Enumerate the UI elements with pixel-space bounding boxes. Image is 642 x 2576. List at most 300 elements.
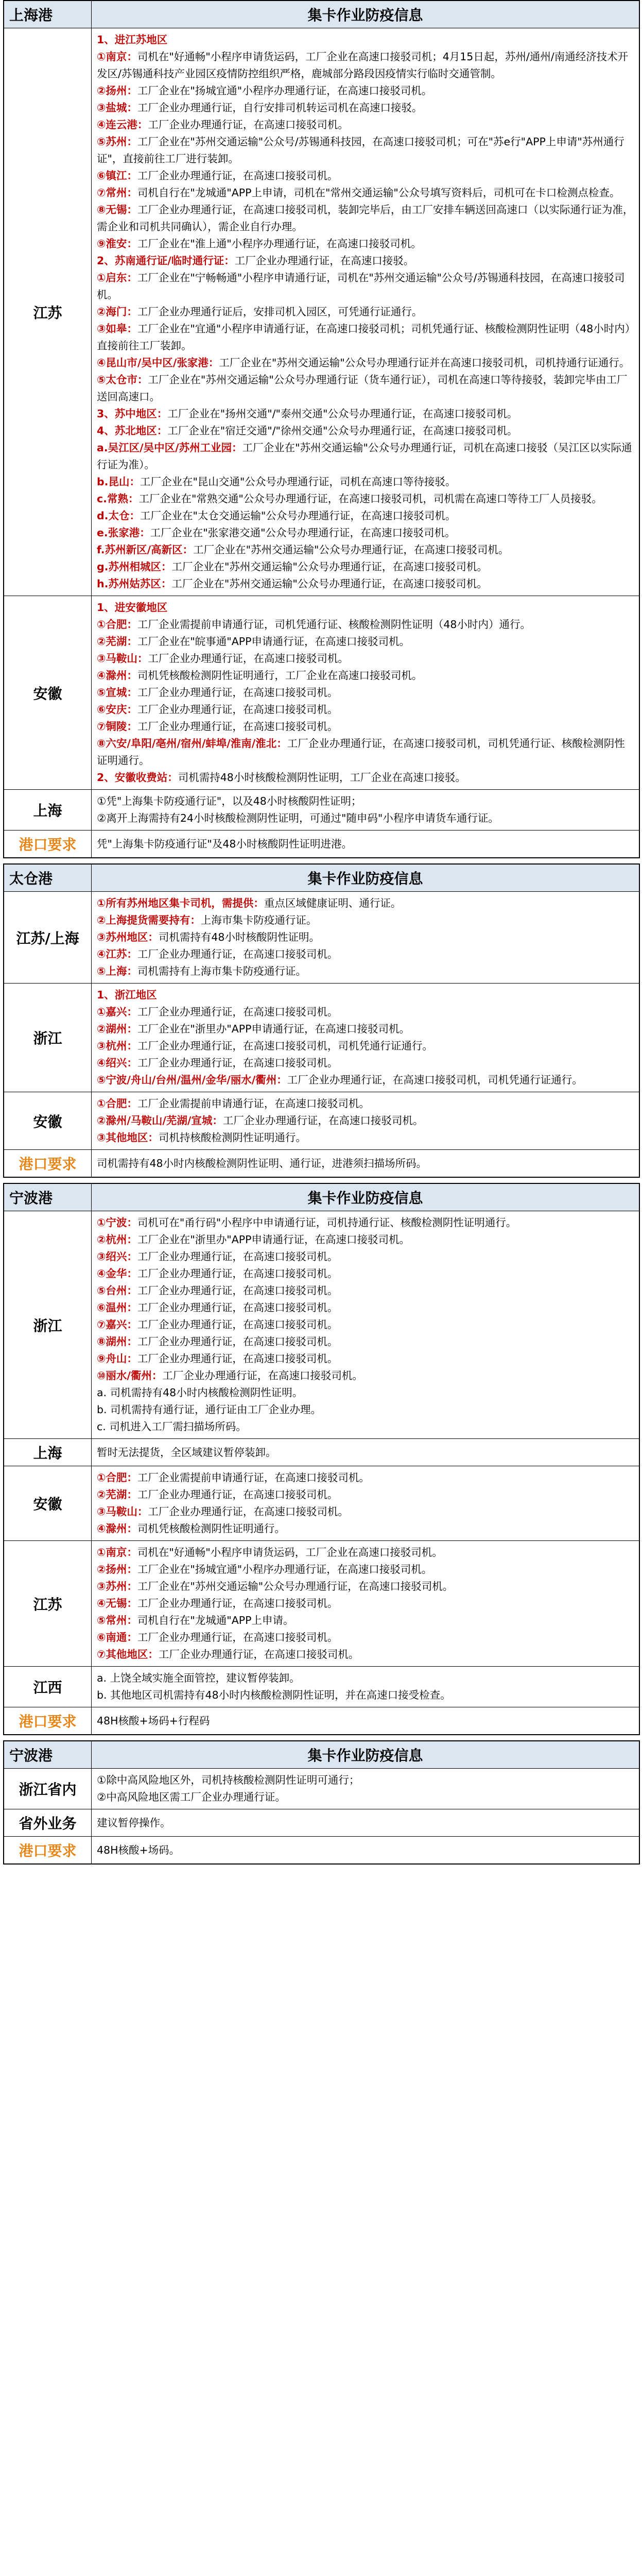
item-heading: a.吴江区/吴中区/苏州工业园： xyxy=(97,442,242,454)
header-row xyxy=(4,865,639,892)
item-heading: g.苏州相城区： xyxy=(97,561,172,573)
content-line xyxy=(97,252,634,269)
item-heading: b.昆山： xyxy=(97,476,140,488)
item-text: 工厂企业办理通行证，在高速口接驳司机。 xyxy=(158,1648,359,1660)
item-heading: ①宁波： xyxy=(97,1216,137,1229)
region-content xyxy=(92,28,639,596)
item-text: 工厂企业在"扬城宜通"小程序办理通行证，在高速口接驳司机。 xyxy=(137,84,432,97)
region-row xyxy=(4,28,639,596)
item-heading: 2、安徽收费站： xyxy=(97,771,178,784)
content-line xyxy=(97,912,634,929)
item-text: 上饶全域实施全面管控，建议暂停装卸。 xyxy=(110,1672,300,1684)
content-line xyxy=(97,718,634,735)
item-heading: ⑦嘉兴： xyxy=(97,1318,137,1331)
item-text: 工厂企业办理通行证，在高速口接驳司机。 xyxy=(148,1505,349,1518)
port-section xyxy=(3,1740,640,1865)
section-header-title: 集卡作业防疫信息 xyxy=(92,865,639,892)
content-line xyxy=(97,99,634,116)
region-content xyxy=(92,1809,639,1837)
item-text: 司机在"好通畅"小程序申请货运码，工厂企业在高速口接驳司机。 xyxy=(137,1546,443,1558)
port-section xyxy=(3,0,640,858)
item-heading: ⑨舟山： xyxy=(97,1352,137,1365)
item-heading: ⑧无锡： xyxy=(97,204,137,216)
item-heading: ③盐城： xyxy=(97,101,137,114)
item-heading: ⑦其他地区： xyxy=(97,1648,159,1660)
content-line xyxy=(97,1021,634,1038)
item-text: 司机需持有48小时内核酸检测阴性证明、通行证，进港须扫描场所码。 xyxy=(97,1157,427,1170)
item-text: 司机需持有通行证，通行证由工厂企业办理。 xyxy=(110,1403,322,1416)
item-text: 工厂企业办理通行证，在高速口接驳司机，司机凭通行证、核酸检测阴性证明通行。 xyxy=(97,737,625,767)
item-text: 工厂企业办理通行证，在高速口接驳司机。 xyxy=(148,652,349,665)
item-heading: ③苏州： xyxy=(97,1580,137,1592)
content-line xyxy=(97,735,634,769)
section-header-title: 集卡作业防疫信息 xyxy=(92,1184,639,1211)
content-line xyxy=(97,1578,634,1595)
item-heading: ⑤上海： xyxy=(97,965,137,977)
content-line xyxy=(97,987,634,1004)
content-line xyxy=(97,1214,634,1231)
item-heading: ④金华： xyxy=(97,1267,137,1280)
content-line xyxy=(97,1444,634,1461)
region-label: 浙江 xyxy=(4,1211,92,1439)
section-header-title: 集卡作业防疫信息 xyxy=(92,1,639,28)
item-text: 司机在"好通畅"小程序申请货运码，工厂企业在高速口接驳司机；4月15日起，苏州/通州/南通经济技术开发区/苏锡通科技产业园区疫情防控组织严格，鹿城部分路段因疫情实行临时交通管制。 xyxy=(97,50,629,80)
item-text: 工厂企业办理通行证，在高速口接驳司机，司机凭通行证通行。 xyxy=(137,1040,433,1052)
region-content xyxy=(92,790,639,831)
content-line xyxy=(97,1004,634,1021)
item-text: 工厂企业办理通行证，在高速口接驳司机。 xyxy=(148,118,349,131)
content-line xyxy=(97,836,634,853)
region-row xyxy=(4,1809,639,1837)
item-heading: ②扬州： xyxy=(97,1563,137,1575)
content-line xyxy=(97,701,634,718)
item-text: 工厂企业在"太仓交通运输"公众号办理通行证，在高速口接驳司机。 xyxy=(140,510,456,522)
item-heading: ⑧六安/阜阳/亳州/宿州/蚌埠/淮南/淮北： xyxy=(97,737,287,750)
content-line xyxy=(97,167,634,184)
item-text: ①凭"上海集卡防疫通行证"，以及48小时核酸阴性证明； xyxy=(97,795,362,807)
item-heading: ⑤宣城： xyxy=(97,686,137,699)
content-line xyxy=(97,1316,634,1333)
item-text: b. xyxy=(97,1689,111,1701)
item-heading: ①南京： xyxy=(97,1546,137,1558)
content-line xyxy=(97,1055,634,1072)
item-heading: ⑥温州： xyxy=(97,1301,137,1314)
region-label: 安徽 xyxy=(4,1092,92,1150)
region-row xyxy=(4,1837,639,1864)
header-row xyxy=(4,1,639,28)
item-text: 司机需持48小时核酸检测阴性证明，工厂企业在高速口接驳。 xyxy=(178,771,466,784)
region-content xyxy=(92,596,639,790)
content-line xyxy=(97,1520,634,1537)
content-line xyxy=(97,1629,634,1646)
port-table xyxy=(4,1183,639,1735)
content-line xyxy=(97,31,634,48)
content-line xyxy=(97,1418,634,1435)
region-content xyxy=(92,1150,639,1177)
content-line xyxy=(97,1612,634,1629)
item-heading: ⑩丽水/衢州： xyxy=(97,1369,163,1382)
content-line xyxy=(97,82,634,99)
item-text: 工厂企业在"宜通"小程序申请通行证，在高速口接驳司机；司机凭通行证、核酸检测阴性证明（48小时内）直接前往工厂装卸。 xyxy=(97,323,631,352)
item-heading: ④滁州： xyxy=(97,669,137,682)
content-line xyxy=(97,1384,634,1401)
item-text: 工厂企业办理通行证，在高速口接驳司机，司机凭通行证通行。 xyxy=(287,1074,583,1086)
port-requirement-label: 港口要求 xyxy=(4,1707,92,1735)
region-row xyxy=(4,831,639,858)
content-line xyxy=(97,616,634,633)
item-heading: ①合肥： xyxy=(97,1471,137,1484)
item-text: 工厂企业在"浙里办"APP申请通行证，在高速口接驳司机。 xyxy=(137,1023,410,1035)
port-table xyxy=(4,1741,639,1864)
item-heading: f.苏州新区/高新区： xyxy=(97,544,194,556)
region-label: 上海 xyxy=(4,1439,92,1466)
item-text: 司机需持有48小时核酸阴性证明。 xyxy=(158,931,320,943)
item-text: 工厂企业需提前申请通行证，在高速口接驳司机。 xyxy=(137,1471,370,1484)
region-row xyxy=(4,1466,639,1541)
item-heading: ①启东： xyxy=(97,272,137,284)
item-text: ②中高风险地区需工厂企业办理通行证。 xyxy=(97,1791,286,1803)
item-heading: ⑤太仓市： xyxy=(97,374,148,386)
header-row xyxy=(4,1741,639,1769)
item-text: 工厂企业在"苏州交通运输"公众号/苏锡通科技园，在高速口接驳司机；可在"苏e行"APP上申请"苏州通行证"，直接前往工厂进行装卸。 xyxy=(97,135,624,165)
content-line xyxy=(97,320,634,354)
region-row xyxy=(4,1150,639,1177)
item-text: 48H核酸+场码。 xyxy=(97,1843,180,1856)
content-line xyxy=(97,541,634,558)
item-text: 上海市集卡防疫通行证。 xyxy=(200,914,317,926)
item-heading: 2、苏南通行证/临时通行证： xyxy=(97,255,235,267)
item-heading: ⑥南通： xyxy=(97,1631,137,1643)
region-label: 江苏 xyxy=(4,1541,92,1667)
item-text: b. xyxy=(97,1403,111,1416)
item-text: 工厂企业办理通行证，在高速口接驳司机。 xyxy=(137,1301,338,1314)
item-text: 工厂企业办理通行证，在高速口接驳司机。 xyxy=(137,1488,338,1501)
item-heading: ⑤宁波/舟山/台州/温州/金华/丽水/衢州： xyxy=(97,1074,287,1086)
item-text: 工厂企业在"苏州交通运输"公众号办理通行证并在高速口接驳司机，司机持通行证通行。 xyxy=(219,357,630,369)
region-label: 江苏/上海 xyxy=(4,892,92,984)
item-heading: ④连云港： xyxy=(97,118,148,131)
item-text: 暂时无法提货，全区域建议暂停装卸。 xyxy=(97,1446,276,1459)
item-text: 工厂企业办理通行证，在高速口接驳司机。 xyxy=(137,686,338,699)
content-line xyxy=(97,558,634,575)
item-heading: ①合肥： xyxy=(97,618,137,631)
item-text: 工厂企业需提前申请通行证，在高速口接驳司机。 xyxy=(137,1097,370,1110)
item-text: 工厂企业办理通行证，在高速口接驳司机。 xyxy=(222,1114,424,1127)
item-text: 工厂企业在"苏州交通运输"公众号办理通行证，在高速口接驳司机。 xyxy=(137,1580,454,1592)
item-heading: ②扬州： xyxy=(97,84,137,97)
content-line xyxy=(97,1595,634,1612)
item-heading: ③马鞍山： xyxy=(97,1505,148,1518)
item-text: a. xyxy=(97,1672,110,1684)
item-text: 工厂企业办理通行证，在高速口接驳司机。 xyxy=(137,1631,338,1643)
item-text: ②离开上海需持有24小时核酸检测阴性证明，可通过"随申码"小程序申请货车通行证。 xyxy=(97,812,499,824)
item-text: 工厂企业办理通行证，在高速口接驳司机。 xyxy=(137,1250,338,1263)
content-line xyxy=(97,895,634,912)
content-line xyxy=(97,1155,634,1172)
item-text: 工厂企业办理通行证，在高速口接驳司机。 xyxy=(137,1057,338,1069)
item-text: 工厂企业在"昆山交通"公众号办理通行证，司机在高速口等待接驳。 xyxy=(140,476,456,488)
item-text: 工厂企业办理通行证，在高速口接驳司机。 xyxy=(137,1284,338,1297)
item-heading: 1、进江苏地区 xyxy=(97,33,168,46)
content-line xyxy=(97,184,634,201)
content-line xyxy=(97,1282,634,1299)
item-text: 工厂企业在"苏州交通运输"公众号办理通行证，在高速口接驳司机。 xyxy=(171,578,488,590)
item-text: 司机持核酸检测阴性证明通行。 xyxy=(158,1131,306,1144)
content-line xyxy=(97,1646,634,1663)
item-heading: ⑧湖州： xyxy=(97,1335,137,1348)
item-text: 工厂企业在"浙里办"APP申请通行证，在高速口接驳司机。 xyxy=(137,1233,410,1246)
item-heading: ②海门： xyxy=(97,306,137,318)
content-line xyxy=(97,667,634,684)
item-heading: ③杭州： xyxy=(97,1040,137,1052)
content-line xyxy=(97,1248,634,1265)
port-requirement-label: 港口要求 xyxy=(4,1150,92,1177)
content-line xyxy=(97,1772,634,1789)
region-content xyxy=(92,1667,639,1707)
item-text: 司机凭核酸检测阴性证明通行。 xyxy=(137,1522,285,1535)
item-heading: ④无锡： xyxy=(97,1597,137,1609)
item-heading: 4、苏北地区： xyxy=(97,425,168,437)
region-row xyxy=(4,596,639,790)
content-line xyxy=(97,1544,634,1561)
region-content xyxy=(92,1092,639,1150)
item-text: 工厂企业需提前申请通行证，司机凭通行证、核酸检测阴性证明（48小时内）通行。 xyxy=(137,618,531,631)
region-row xyxy=(4,1092,639,1150)
content-line xyxy=(97,929,634,946)
content-line xyxy=(97,1367,634,1384)
content-line xyxy=(97,1713,634,1730)
section-header-title: 集卡作业防疫信息 xyxy=(92,1741,639,1769)
region-row xyxy=(4,1211,639,1439)
item-text: 工厂企业在"扬城宜通"小程序办理通行证，在高速口接驳司机。 xyxy=(137,1563,432,1575)
item-heading: ④昆山市/吴中区/张家港： xyxy=(97,357,219,369)
item-text: 工厂企业办理通行证，在高速口接驳司机。 xyxy=(137,170,338,182)
content-line xyxy=(97,946,634,963)
item-heading: d.太仓： xyxy=(97,510,140,522)
item-text: ①除中高风险地区外，司机持核酸检测阴性证明可通行； xyxy=(97,1774,360,1786)
item-heading: ①合肥： xyxy=(97,1097,137,1110)
item-heading: ⑥镇江： xyxy=(97,170,137,182)
item-heading: ⑨淮安： xyxy=(97,238,137,250)
item-heading: ⑥安庆： xyxy=(97,703,137,716)
region-row xyxy=(4,1541,639,1667)
item-text: 工厂企业办理通行证，自行安排司机转运司机在高速口接驳。 xyxy=(137,101,423,114)
item-heading: ④滁州： xyxy=(97,1522,137,1535)
region-content xyxy=(92,1707,639,1735)
item-text: 工厂企业在"张家港交通"公众号办理通行证，在高速口接驳司机。 xyxy=(150,527,456,539)
content-line xyxy=(97,439,634,473)
item-text: 工厂企业在"宿迁交通"/"徐州交通"公众号办理通行证，在高速口接驳司机。 xyxy=(167,425,518,437)
region-label: 安徽 xyxy=(4,596,92,790)
content-line xyxy=(97,1815,634,1832)
item-heading: ②滁州/马鞍山/芜湖/宣城： xyxy=(97,1114,223,1127)
item-heading: ②湖州： xyxy=(97,1023,137,1035)
item-text: 工厂企业办理通行证，在高速口接驳司机。 xyxy=(137,1352,338,1365)
region-row xyxy=(4,1769,639,1809)
region-row xyxy=(4,1707,639,1735)
content-line xyxy=(97,633,634,650)
item-text: 工厂企业办理通行证，在高速口接驳司机。 xyxy=(137,948,338,960)
content-line xyxy=(97,1072,634,1089)
item-heading: ④江苏： xyxy=(97,948,137,960)
content-line xyxy=(97,1333,634,1350)
region-content xyxy=(92,984,639,1092)
item-text: 工厂企业办理通行证，在高速口接驳司机。 xyxy=(137,1267,338,1280)
item-text: 48H核酸+场码+行程码 xyxy=(97,1714,210,1727)
content-line xyxy=(97,810,634,827)
item-heading: ③苏州地区： xyxy=(97,931,159,943)
header-row xyxy=(4,1184,639,1211)
item-text: 工厂企业办理通行证，在高速口接驳司机。 xyxy=(162,1369,363,1382)
content-line xyxy=(97,684,634,701)
item-heading: e.张家港： xyxy=(97,527,150,539)
item-text: 重点区域健康证明、通行证。 xyxy=(264,897,402,909)
region-content xyxy=(92,892,639,984)
item-text: 司机需持有上海市集卡防疫通行证。 xyxy=(137,965,306,977)
content-line xyxy=(97,1350,634,1367)
item-heading: 1、浙江地区 xyxy=(97,989,157,1001)
port-name: 宁波港 xyxy=(4,1184,92,1211)
item-heading: ③其他地区： xyxy=(97,1131,159,1144)
item-text: 工厂企业办理通行证，在高速口接驳司机。 xyxy=(137,1335,338,1348)
content-line xyxy=(97,599,634,616)
region-content xyxy=(92,1211,639,1439)
port-name: 太仓港 xyxy=(4,865,92,892)
content-line xyxy=(97,1561,634,1578)
item-heading: ⑤苏州： xyxy=(97,135,137,148)
item-heading: ②杭州： xyxy=(97,1233,137,1246)
port-name: 上海港 xyxy=(4,1,92,28)
item-text: 司机需持有48小时内核酸检测阴性证明。 xyxy=(110,1386,303,1399)
content-line xyxy=(97,269,634,303)
content-line xyxy=(97,354,634,371)
item-text: 工厂企业在"皖事通"APP申请通行证，在高速口接驳司机。 xyxy=(137,635,410,648)
content-line xyxy=(97,1299,634,1316)
port-table xyxy=(4,864,639,1177)
content-line xyxy=(97,575,634,592)
content-line xyxy=(97,48,634,82)
content-line xyxy=(97,769,634,786)
item-heading: ①嘉兴： xyxy=(97,1006,137,1018)
item-text: 工厂企业在"苏州交通运输"公众号办理通行证，司机在高速口接驳（吴江区以实际通行证为准）。 xyxy=(97,442,632,471)
content-line xyxy=(97,507,634,524)
region-row xyxy=(4,984,639,1092)
item-text: 工厂企业办理通行证后，安排司机入园区，可凭通行证通行。 xyxy=(137,306,423,318)
item-text: 工厂企业办理通行证，在高速口接驳司机。 xyxy=(137,1006,338,1018)
port-name: 宁波港 xyxy=(4,1741,92,1769)
content-line xyxy=(97,303,634,320)
item-heading: ⑦铜陵： xyxy=(97,720,137,733)
content-line xyxy=(97,1095,634,1112)
content-line xyxy=(97,473,634,490)
item-heading: ①所有苏州地区集卡司机，需提供： xyxy=(97,897,264,909)
item-text: 工厂企业办理通行证，在高速口接驳司机。 xyxy=(137,720,338,733)
content-line xyxy=(97,524,634,541)
content-line xyxy=(97,1670,634,1687)
item-text: 司机可在"甬行码"小程序中申请通行证，司机持通行证、核酸检测阴性证明通行。 xyxy=(137,1216,517,1229)
region-content xyxy=(92,1769,639,1809)
item-text: 工厂企业在"苏州交通运输"公众号办理通行证，在高速口接驳司机。 xyxy=(171,561,488,573)
region-label: 安徽 xyxy=(4,1466,92,1541)
item-heading: ⑤台州： xyxy=(97,1284,137,1297)
port-section xyxy=(3,863,640,1178)
content-line xyxy=(97,422,634,439)
item-text: a. xyxy=(97,1386,110,1399)
item-text: 工厂企业在"淮上通"小程序办理通行证，在高速口接驳司机。 xyxy=(137,238,422,250)
content-line xyxy=(97,1112,634,1129)
item-text: 工厂企业在"扬州交通"/"泰州交通"公众号办理通行证，在高速口接驳司机。 xyxy=(167,408,518,420)
item-text: 建议暂停操作。 xyxy=(97,1816,171,1829)
content-line xyxy=(97,1231,634,1248)
item-text: 司机自行在"龙城通"APP上申请。 xyxy=(137,1614,294,1626)
item-text: 工厂企业在"苏州交通运输"公众号办理通行证（货车通行证），司机在高速口等待接驳，装卸完毕由工厂送回高速口。 xyxy=(97,374,628,403)
item-heading: ②芜湖： xyxy=(97,635,137,648)
item-text: 凭"上海集卡防疫通行证"及48小时核酸阴性证明进港。 xyxy=(97,837,352,850)
content-line xyxy=(97,235,634,252)
content-line xyxy=(97,1265,634,1282)
region-content xyxy=(92,1439,639,1466)
item-text: 其他地区司机需持有48小时内核酸检测阴性证明，并在高速口接受检查。 xyxy=(110,1689,451,1701)
port-table xyxy=(4,1,639,858)
region-content xyxy=(92,1837,639,1864)
content-line xyxy=(97,116,634,133)
content-line xyxy=(97,1486,634,1503)
item-text: 司机进入工厂需扫描场所码。 xyxy=(109,1420,247,1433)
port-requirement-label: 港口要求 xyxy=(4,1837,92,1864)
item-heading: ①南京： xyxy=(97,50,137,63)
region-row xyxy=(4,1667,639,1707)
item-heading: ④绍兴： xyxy=(97,1057,137,1069)
item-heading: ⑤常州： xyxy=(97,1614,137,1626)
region-label: 省外业务 xyxy=(4,1809,92,1837)
content-line xyxy=(97,371,634,405)
region-label: 江西 xyxy=(4,1667,92,1707)
content-line xyxy=(97,1129,634,1146)
item-text: 工厂企业在"宁畅畅通"小程序申请通行证，司机在"苏州交通运输"公众号/苏锡通科技园，在高速口接驳司机。 xyxy=(97,272,625,301)
item-text: c. xyxy=(97,1420,110,1433)
item-heading: 1、进安徽地区 xyxy=(97,601,168,614)
content-line xyxy=(97,1469,634,1486)
content-line xyxy=(97,133,634,167)
item-text: 司机自行在"龙城通"APP上申请，司机在"常州交通运输"公众号填写资料后，司机可在卡口检测点检查。 xyxy=(137,187,620,199)
port-section xyxy=(3,1183,640,1735)
content-line xyxy=(97,405,634,422)
item-heading: h.苏州姑苏区： xyxy=(97,578,172,590)
item-text: 工厂企业办理通行证，在高速口接驳司机。 xyxy=(137,1318,338,1331)
item-text: 工厂企业办理通行证，在高速口接驳司机。 xyxy=(137,1597,338,1609)
region-row xyxy=(4,1439,639,1466)
content-line xyxy=(97,1503,634,1520)
item-heading: ②上海提货需要持有： xyxy=(97,914,201,926)
item-text: 工厂企业在"常熟交通"公众号办理通行证，在高速口接驳司机，司机需在高速口等待工厂人员接驳。 xyxy=(138,493,602,505)
region-content xyxy=(92,1466,639,1541)
item-heading: ③绍兴： xyxy=(97,1250,137,1263)
region-content xyxy=(92,1541,639,1667)
item-text: 工厂企业办理通行证，在高速口接驳。 xyxy=(234,255,414,267)
region-row xyxy=(4,790,639,831)
item-text: 司机凭核酸检测阴性证明通行，工厂企业在高速口接驳司机。 xyxy=(137,669,423,682)
region-label: 上海 xyxy=(4,790,92,831)
region-label: 浙江 xyxy=(4,984,92,1092)
content-line xyxy=(97,201,634,235)
content-line xyxy=(97,650,634,667)
content-line xyxy=(97,963,634,980)
port-requirement-label: 港口要求 xyxy=(4,831,92,858)
item-heading: c.常熟： xyxy=(97,493,139,505)
content-line xyxy=(97,1687,634,1704)
item-heading: ③马鞍山： xyxy=(97,652,148,665)
content-line xyxy=(97,1038,634,1055)
